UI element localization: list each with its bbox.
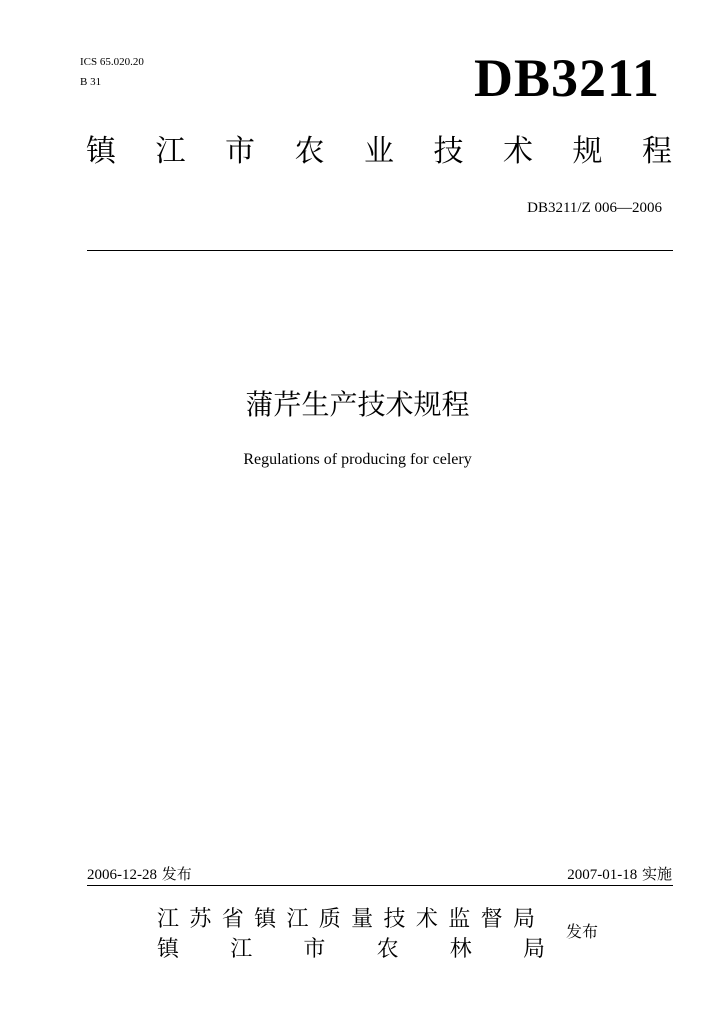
document-type-char: 业 — [364, 134, 394, 169]
ccs-code: B 31 — [80, 76, 102, 88]
issuer-char: 镇 — [157, 937, 180, 962]
implement-date-line — [567, 864, 672, 885]
issuer-char: 市 — [303, 937, 326, 962]
issuer-line-1 — [157, 905, 535, 935]
document-type-char: 规 — [572, 134, 603, 169]
standard-mark: DB3211 — [473, 48, 660, 108]
issuer-char: 技 — [383, 907, 406, 932]
issue-label: 发布 — [161, 865, 192, 883]
issuer-char: 局 — [512, 907, 535, 932]
issuer-suffix: 发布 — [566, 922, 599, 941]
issuer-char: 省 — [221, 907, 244, 932]
title-chinese: 蒲芹生产技术规程 — [245, 388, 470, 421]
document-type-char: 术 — [503, 134, 533, 169]
footer-divider — [87, 885, 673, 886]
document-type-char: 技 — [433, 134, 464, 169]
issuer-char: 镇 — [254, 907, 277, 932]
issuer-char: 苏 — [189, 907, 212, 932]
issuer-char: 江 — [230, 937, 253, 962]
issue-date: 2006-12-28 — [87, 867, 157, 883]
issuer-char: 局 — [522, 937, 545, 962]
issuer-char: 农 — [376, 937, 399, 962]
document-type-char: 农 — [294, 134, 325, 169]
issuer-char: 质 — [318, 907, 341, 932]
document-type-char: 江 — [155, 134, 186, 169]
issue-date-line — [87, 864, 192, 885]
issuer-char: 监 — [448, 907, 471, 932]
issuer-char: 术 — [415, 907, 438, 932]
document-type-char: 市 — [225, 134, 255, 169]
implement-label: 实施 — [641, 865, 672, 883]
header-divider — [87, 250, 673, 251]
issuer-line-2 — [157, 935, 545, 965]
document-type-char: 镇 — [86, 134, 116, 169]
issuer-char: 林 — [449, 937, 472, 962]
ics-code: ICS 65.020.20 — [80, 56, 144, 68]
implement-date: 2007-01-18 — [567, 867, 638, 883]
issuer-char: 江 — [286, 907, 309, 932]
title-english: Regulations of producing for celery — [243, 451, 472, 468]
issuer-char: 江 — [157, 907, 180, 932]
standard-number: DB3211/Z 006—2006 — [527, 200, 662, 216]
document-type-char: 程 — [642, 134, 672, 169]
issuer-char: 督 — [480, 907, 503, 932]
document-type — [86, 132, 672, 172]
issuer-char: 量 — [351, 907, 374, 932]
